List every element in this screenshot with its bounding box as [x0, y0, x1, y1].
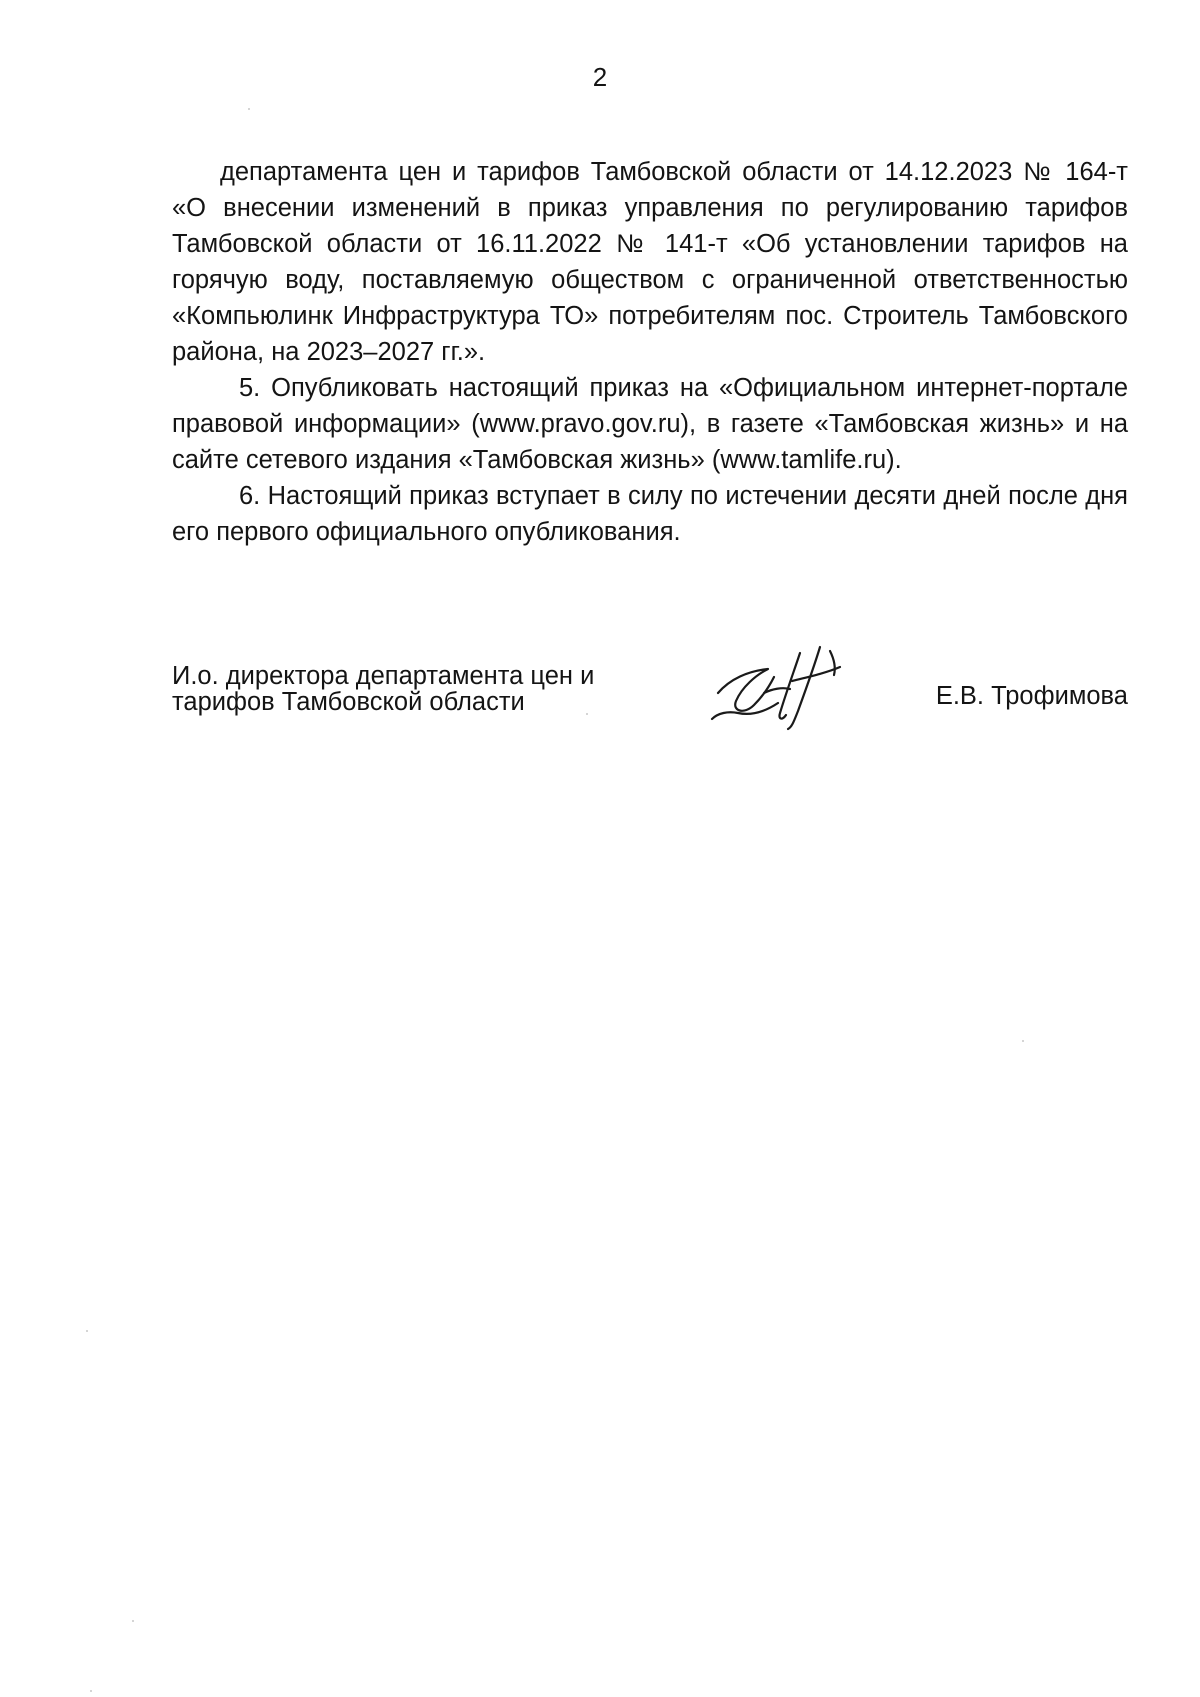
scan-speck [248, 108, 250, 110]
scan-speck [1022, 1040, 1024, 1042]
paragraph-item-6 [172, 478, 1128, 550]
text-line: «О внесении изменений в приказ управления по регулированию тарифов [172, 194, 1128, 222]
text-line: Тамбовской области от 16.11.2022 № 141-т «Об установлении тарифов на [172, 230, 1128, 258]
handwritten-signature [708, 641, 850, 733]
text-line: правовой информации» (www.pravo.gov.ru), в газете «Тамбовская жизнь» и на [172, 410, 1128, 438]
text-line: 5. Опубликовать настоящий приказ на «Официальном интернет-портале [239, 374, 1128, 402]
scan-speck [586, 713, 588, 715]
paragraph-continuation [172, 154, 1128, 370]
signer-title-line: И.о. директора департамента цен и [172, 662, 595, 690]
text-line: его первого официального опубликования. [172, 518, 681, 546]
text-line: района, на 2023–2027 гг.». [172, 338, 486, 366]
signer-name: Е.В. Трофимова [935, 682, 1128, 710]
text-line: сайте сетевого издания «Тамбовская жизнь» (www.tamlife.ru). [172, 446, 902, 474]
page-number: 2 [592, 62, 608, 92]
signer-title [172, 663, 632, 715]
text-line: 6. Настоящий приказ вступает в силу по истечении десяти дней после дня [239, 482, 1128, 510]
signature-block [172, 663, 1128, 743]
scan-speck [86, 1330, 88, 1332]
text-line: «Компьюлинк Инфраструктура ТО» потребителям пос. Строитель Тамбовского [172, 302, 1128, 330]
scan-speck [132, 1620, 134, 1622]
text-line: горячую воду, поставляемую обществом с ограниченной ответственностью [172, 266, 1128, 294]
text-line: департамента цен и тарифов Тамбовской области от 14.12.2023 № 164-т [220, 158, 1128, 186]
document-body [172, 154, 1128, 550]
scan-speck [90, 1690, 92, 1692]
paragraph-item-5 [172, 370, 1128, 478]
signer-title-line: тарифов Тамбовской области [172, 688, 525, 716]
